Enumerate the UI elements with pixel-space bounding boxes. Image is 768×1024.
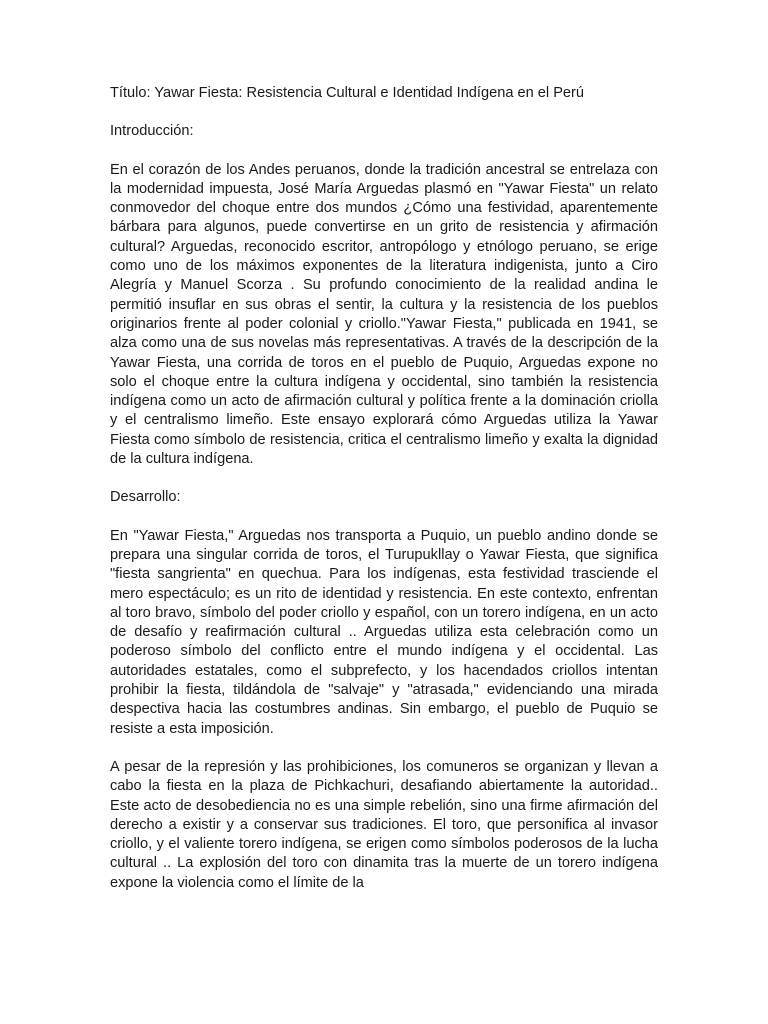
development-heading: Desarrollo: xyxy=(110,489,181,506)
intro-paragraph: En el corazón de los Andes peruanos, donde la tradición ancestral se entrelaza con la modernidad impuesta, José María Arguedas plasmó en "Yawar Fiesta" un relato conmovedor del choque entre dos mundos ¿Cómo una festividad, aparentemente bárbara para algunos, puede convertirse en un grito de resistencia y afirmación cultural? Arguedas, reconocido escritor, antropólogo y etnólogo peruano, se erige como uno de los máximos exponentes de la literatura indigenista, junto a Ciro Alegría y Manuel Scorza . Su profundo conocimiento de la realidad andina le permitió insuflar en sus obras el sentir, la cultura y la resistencia de los pueblos originarios frente al poder colonial y criollo."Yawar Fiesta," publicada en 1941, se alza como una de sus novelas más representativas. A través de la descripción de la Yawar Fiesta, una corrida de toros en el pueblo de Puquio, Arguedas expone no solo el choque entre la cultura indígena y occidental, sino también la resistencia indígena como un acto de afirmación cultural y política frente a la dominación criolla y el centralismo limeño. Este ensayo explorará cómo Arguedas utiliza la Yawar Fiesta como símbolo de resistencia, critica el centralismo limeño y exalta la dignidad de la cultura indígena. xyxy=(110,161,658,468)
development-paragraph-1: En "Yawar Fiesta," Arguedas nos transporta a Puquio, un pueblo andino donde se prepara una singular corrida de toros, el Turupukllay o Yawar Fiesta, que significa "fiesta sangrienta" en quechua. Para los indígenas, esta festividad trasciende el mero espectáculo; es un rito de identidad y resistencia. En este contexto, enfrentan al toro bravo, símbolo del poder criollo y español, con un torero indígena, en un acto de desafío y reafirmación cultural .. Arguedas utiliza esta celebración como un poderoso símbolo del conflicto entre el mundo indígena y el occidental. Las autoridades estatales, como el subprefecto, y los hacendados criollos intentan prohibir la fiesta, tildándola de "salvaje" y "atrasada," evidenciando una mirada despectiva hacia las costumbres andinas. Sin embargo, el pueblo de Puquio se resiste a esta imposición. xyxy=(110,527,658,737)
document-body xyxy=(110,84,658,893)
document-title: Título: Yawar Fiesta: Resistencia Cultural e Identidad Indígena en el Perú xyxy=(110,85,585,101)
development-paragraph-2: A pesar de la represión y las prohibiciones, los comuneros se organizan y llevan a cabo la fiesta en la plaza de Pichkachuri, desafiando abiertamente la autoridad.. Este acto de desobediencia no es una simple rebelión, sino una firme afirmación del derecho a existir y a conservar sus tradiciones. El toro, que personifica al invasor criollo, y el valiente torero indígena, se erigen como símbolos poderosos de la lucha cultural .. La explosión del toro con dinamita tras la muerte de un torero indígena expone la violencia como el límite de la xyxy=(110,758,658,891)
intro-heading: Introducción: xyxy=(110,123,194,140)
